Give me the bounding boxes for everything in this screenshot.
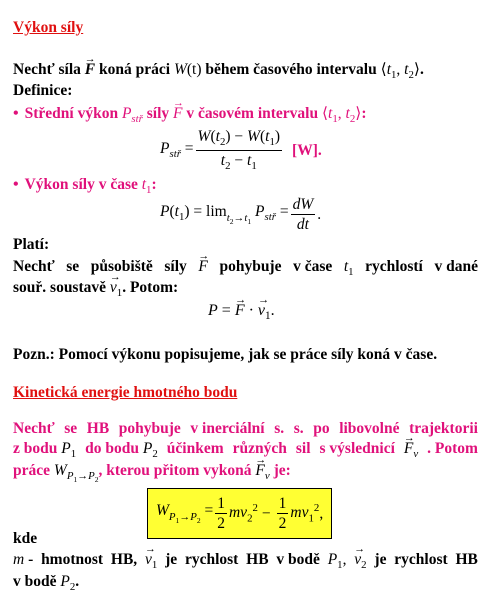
kde-label: kde (13, 530, 38, 547)
note-text: Pozn.: Pomocí výkonu popisujeme, jak se práce síly koná v čase. (13, 346, 438, 363)
bullet-icon: • (13, 105, 19, 122)
period: . (419, 61, 424, 78)
eq4-minus: − (261, 504, 271, 522)
period: . (317, 205, 322, 223)
eq2-fraction (291, 196, 316, 233)
bullet1-mid: síly (142, 105, 174, 122)
work-symbol: W (173, 61, 187, 78)
eq4-fraction-1: $\frac{1}{2}$ (217, 495, 225, 533)
definice-label: Definice: (13, 82, 73, 99)
bullet2-text: Výkon síly v čase (24, 176, 142, 193)
bullet-icon: • (13, 176, 19, 193)
eq2-lhs: $P(t_1) = \lim_{t_2\to t_1} P_{stř}$ = (160, 203, 289, 226)
heading-vykon-sily: Výkon síly (13, 19, 84, 36)
eq2-numerator: dW (291, 196, 316, 215)
eq4-term-2: $mv_1^2$ (290, 502, 320, 525)
definitions-line-1: m - hmotnost HB, → $v_1$ je rychlost HB v bodě $P_1$, → $v_2$ je rychlost HB (13, 551, 478, 571)
time-t1: $t_1$ (141, 176, 152, 197)
paragraph-intro (13, 60, 424, 81)
bullet-vykon-v-case (13, 176, 157, 196)
paragraph-kinetic (13, 420, 478, 484)
kinetic-line-3: práce $W_{P_1\to P_2}$, kterou přitom vykoná → $F_v$ je: (13, 462, 478, 484)
heading-kineticka-energie: Kinetická energie hmotného bodu (13, 384, 238, 401)
intro-text-3: během časového intervalu (201, 61, 381, 78)
paragraph-definitions (13, 551, 478, 593)
colon: : (151, 176, 157, 193)
plati-line-2: souř. soustavě → $v_1$. Potom: (13, 279, 478, 299)
eq4-lhs: $W_{P_1\to P_2}$ = (156, 502, 214, 525)
bullet1-text: Střední výkon (24, 105, 122, 122)
equation-power-dot: P = → F · → $v_1$. (208, 302, 275, 322)
eq1-lhs: $P_{stř}$ = (160, 140, 194, 161)
plati-line-1: Nechť se působiště síly → F pohybuje v čase $t_1$ rychlostí v dané (13, 258, 478, 278)
intro-text-2: koná práci (95, 61, 174, 78)
force-symbol: → F (85, 61, 95, 79)
force-symbol-2: → F (173, 105, 182, 123)
eq1-numerator: $W(t_2) - W(t_1)$ (196, 128, 282, 151)
time-interval: $⟨t_1$, $t_2⟩$ (380, 61, 420, 82)
eq1-fraction (196, 128, 282, 173)
equation-mean-power (160, 128, 322, 173)
bullet1-post: v časovém intervalu (182, 105, 322, 122)
eq1-unit: [W]. (292, 141, 322, 159)
eq4-term-1: $mv_2^2$ (228, 502, 258, 525)
time-interval-2: $⟨t_1$, $t_2⟩$ (321, 105, 362, 126)
colon: : (361, 105, 367, 122)
eq4-fraction-2: $\frac{1}{2}$ (278, 495, 287, 533)
equation-kinetic-energy-box (147, 488, 332, 539)
power-mean-symbol: $P_{stř}$ (121, 105, 143, 126)
eq2-denominator: dt (296, 216, 309, 234)
equation-instant-power (160, 196, 321, 233)
kinetic-line-2: z bodu $P_1$ do bodu $P_2$ účinkem různých sil s výslednicí → $F_v$ . Potom (13, 440, 478, 460)
time-arg: (t) (186, 61, 202, 78)
bullet-stredni-vykon (13, 104, 367, 125)
plati-label: Platí: (13, 236, 50, 253)
intro-text: Nechť síla (13, 61, 85, 78)
comma: , (319, 504, 324, 522)
paragraph-plati (13, 258, 478, 299)
eq1-denominator: $t_2 - t_1$ (220, 152, 257, 173)
definitions-line-2: v bodě $P_2$. (13, 573, 80, 594)
kinetic-line-1: Nechť se HB pohybuje v inerciální s. s. po libovolné trajektorii (13, 420, 478, 437)
